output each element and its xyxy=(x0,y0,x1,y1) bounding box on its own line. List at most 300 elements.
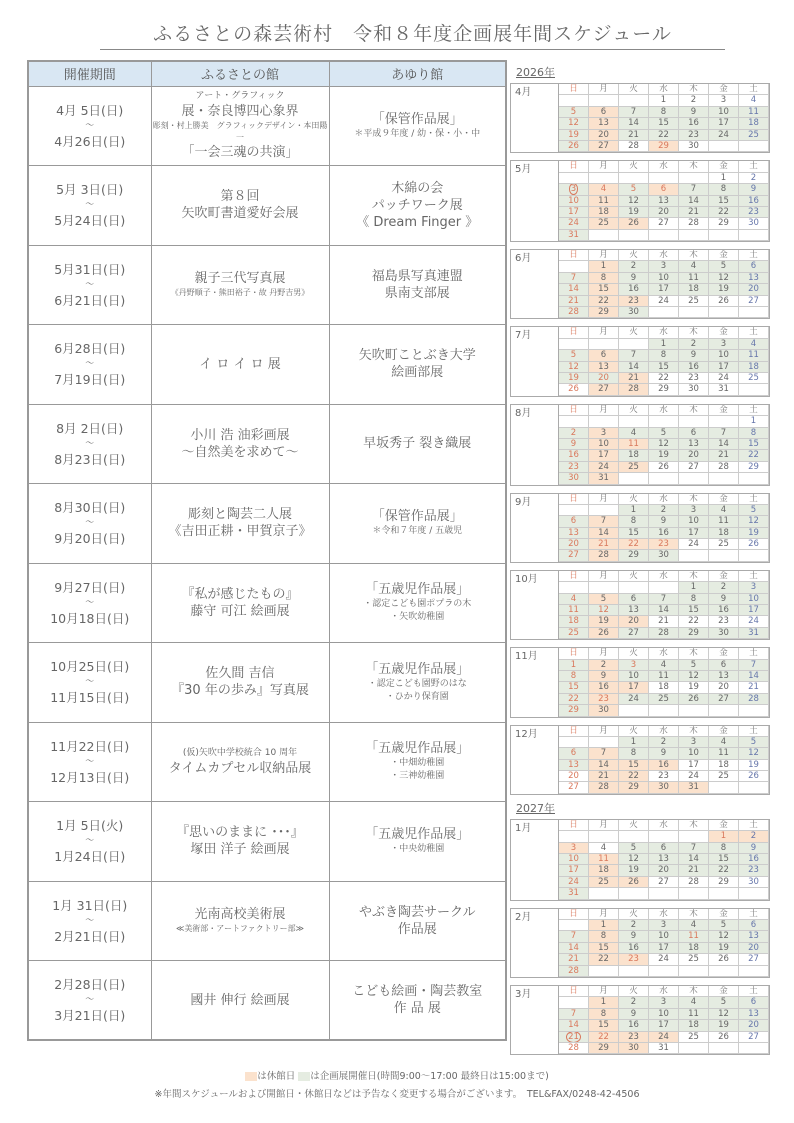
day-cell: 3 xyxy=(709,95,739,106)
range-mark: 〜 xyxy=(85,597,95,608)
day-cell: 19 xyxy=(709,1020,739,1031)
day-grid xyxy=(559,648,769,716)
exhibit-line: 「五歳児作品展」 xyxy=(365,827,470,843)
day-cell: 10 xyxy=(649,273,679,284)
day-cell: 17 xyxy=(679,528,709,539)
day-cell: 26 xyxy=(619,218,649,229)
day-grid xyxy=(559,84,769,152)
day-cell: 17 xyxy=(649,284,679,295)
weekday-header: 水 xyxy=(649,726,679,737)
day-cell: 5 xyxy=(589,594,619,605)
day-cell: 13 xyxy=(739,931,769,942)
start-date: 8月 2日(日) xyxy=(56,420,124,436)
exhibit-line: ・三神幼稚園 xyxy=(390,771,445,782)
day-cell: 28 xyxy=(559,307,589,318)
weekday-header: 金 xyxy=(709,250,739,261)
day-cell: 11 xyxy=(679,1009,709,1020)
day-cell: 14 xyxy=(559,1020,589,1031)
weekday-header: 土 xyxy=(739,648,769,659)
day-cell xyxy=(619,966,649,977)
exhibit-line: 《吉田正耕・甲賀京子》 xyxy=(168,524,312,540)
day-cell: 20 xyxy=(739,284,769,295)
day-cell xyxy=(709,416,739,427)
weekday-header: 火 xyxy=(619,494,649,505)
day-cell: 23 xyxy=(619,296,649,307)
weekday-header: 日 xyxy=(559,405,589,416)
day-cell xyxy=(649,173,679,184)
month-label: 9月 xyxy=(511,494,559,562)
day-cell: 14 xyxy=(739,671,769,682)
day-cell: 10 xyxy=(559,854,589,865)
day-cell: 31 xyxy=(739,628,769,639)
day-cell: 15 xyxy=(709,196,739,207)
day-cell: 18 xyxy=(709,528,739,539)
day-cell: 22 xyxy=(649,130,679,141)
day-cell: 25 xyxy=(709,539,739,550)
day-cell xyxy=(619,416,649,427)
table-row xyxy=(28,802,506,882)
end-date: 3月21日(日) xyxy=(54,1008,126,1023)
day-cell: 20 xyxy=(559,771,589,782)
day-cell: 26 xyxy=(739,771,769,782)
exhibit-line: ・矢吹幼稚園 xyxy=(390,612,445,623)
exhibit-line: 《丹野順子・熊田裕子・故 丹野吉男》 xyxy=(170,288,310,298)
month-calendar xyxy=(510,404,770,486)
day-cell xyxy=(589,582,619,593)
month-calendar xyxy=(510,249,770,319)
exhibit-line: 佐久間 吉信 xyxy=(205,666,275,682)
day-cell: 26 xyxy=(559,141,589,152)
day-cell xyxy=(619,230,649,241)
day-cell: 14 xyxy=(649,605,679,616)
month-calendar xyxy=(510,160,770,242)
day-cell: 18 xyxy=(679,943,709,954)
day-cell: 9 xyxy=(739,843,769,854)
end-date: 4月26日(日) xyxy=(54,133,126,149)
day-cell: 16 xyxy=(739,854,769,865)
day-cell: 25 xyxy=(679,1032,709,1043)
period-cell xyxy=(28,961,151,1041)
day-cell: 5 xyxy=(649,428,679,439)
day-cell: 29 xyxy=(619,782,649,793)
day-cell: 11 xyxy=(559,605,589,616)
day-cell: 12 xyxy=(649,439,679,450)
day-cell: 7 xyxy=(679,843,709,854)
day-cell: 11 xyxy=(649,671,679,682)
day-cell: 16 xyxy=(649,760,679,771)
weekday-header: 火 xyxy=(619,405,649,416)
day-cell: 22 xyxy=(589,296,619,307)
weekday-header: 土 xyxy=(739,84,769,95)
furusato-cell xyxy=(151,86,329,166)
day-cell: 14 xyxy=(619,362,649,373)
weekday-header: 土 xyxy=(739,327,769,338)
day-cell: 21 xyxy=(559,954,589,965)
day-cell: 4 xyxy=(559,594,589,605)
day-cell: 14 xyxy=(679,854,709,865)
ayuri-cell xyxy=(329,563,506,643)
day-cell: 21 xyxy=(619,130,649,141)
day-cell: 15 xyxy=(559,682,589,693)
ayuri-cell xyxy=(329,245,506,325)
month-calendar xyxy=(510,819,770,901)
day-cell: 22 xyxy=(559,694,589,705)
exhibit-line: 光南高校美術展 xyxy=(194,907,286,923)
range-mark: 〜 xyxy=(85,995,95,1005)
day-cell: 18 xyxy=(739,362,769,373)
day-grid xyxy=(559,986,769,1054)
day-cell: 15 xyxy=(619,760,649,771)
month-label: 11月 xyxy=(511,648,559,716)
day-cell: 14 xyxy=(589,528,619,539)
day-cell: 29 xyxy=(679,628,709,639)
day-cell xyxy=(649,473,679,484)
month-label: 12月 xyxy=(511,726,559,794)
ayuri-cell xyxy=(329,802,506,882)
end-date: 10月18日(日) xyxy=(50,610,130,626)
weekday-header: 火 xyxy=(619,820,649,831)
ayuri-cell xyxy=(329,961,506,1041)
exhibit-line: アート・グラフィック xyxy=(195,91,285,102)
day-cell: 23 xyxy=(619,1032,649,1043)
day-cell xyxy=(619,339,649,350)
weekday-header: 金 xyxy=(709,820,739,831)
weekday-header: 月 xyxy=(589,161,619,172)
day-cell: 22 xyxy=(619,771,649,782)
day-cell: 3 xyxy=(679,737,709,748)
weekday-header: 水 xyxy=(649,820,679,831)
day-cell: 24 xyxy=(709,130,739,141)
month-calendar xyxy=(510,725,770,795)
day-cell: 17 xyxy=(709,362,739,373)
exhibit-line: ・認定こども園野のはな xyxy=(367,678,467,689)
day-cell: 29 xyxy=(619,550,649,561)
day-cell xyxy=(649,888,679,899)
day-cell xyxy=(739,705,769,716)
day-cell: 23 xyxy=(559,462,589,473)
day-cell: 7 xyxy=(739,660,769,671)
day-cell: 11 xyxy=(679,273,709,284)
weekday-header: 月 xyxy=(589,726,619,737)
day-cell: 6 xyxy=(739,261,769,272)
day-cell: 4 xyxy=(649,660,679,671)
day-cell: 25 xyxy=(589,218,619,229)
end-date: 7月19日(日) xyxy=(54,372,126,388)
day-cell: 24 xyxy=(559,877,589,888)
day-cell: 20 xyxy=(589,373,619,384)
day-cell: 15 xyxy=(649,362,679,373)
day-cell: 25 xyxy=(709,771,739,782)
day-cell: 18 xyxy=(709,760,739,771)
day-cell: 8 xyxy=(679,594,709,605)
weekday-header: 木 xyxy=(679,648,709,659)
weekday-header: 火 xyxy=(619,84,649,95)
day-cell: 30 xyxy=(709,628,739,639)
day-cell: 4 xyxy=(739,339,769,350)
day-cell: 28 xyxy=(589,782,619,793)
schedule-table xyxy=(27,60,507,1041)
weekday-header: 月 xyxy=(589,648,619,659)
day-cell: 29 xyxy=(649,384,679,395)
ayuri-cell xyxy=(329,484,506,564)
weekday-header: 木 xyxy=(679,84,709,95)
day-cell: 15 xyxy=(619,528,649,539)
day-cell: 24 xyxy=(709,373,739,384)
day-cell xyxy=(589,737,619,748)
day-cell: 21 xyxy=(679,865,709,876)
day-cell xyxy=(589,95,619,106)
day-cell: 26 xyxy=(679,694,709,705)
day-cell: 26 xyxy=(589,628,619,639)
day-cell: 28 xyxy=(619,384,649,395)
day-cell: 27 xyxy=(709,694,739,705)
day-cell: 2 xyxy=(559,428,589,439)
day-cell: 27 xyxy=(679,462,709,473)
day-cell xyxy=(559,737,589,748)
range-mark: 〜 xyxy=(85,518,95,529)
day-cell: 13 xyxy=(739,1009,769,1020)
table-row xyxy=(28,404,506,484)
weekday-header: 日 xyxy=(559,648,589,659)
day-cell: 31 xyxy=(559,230,589,241)
month-calendar xyxy=(510,985,770,1055)
exhibit-line: パッチワーク展 xyxy=(371,197,463,213)
day-cell xyxy=(739,141,769,152)
year-label: 2027年 xyxy=(516,801,555,815)
day-cell xyxy=(679,230,709,241)
start-date: 9月27日(日) xyxy=(54,579,126,595)
furusato-cell xyxy=(151,245,329,325)
day-cell: 27 xyxy=(559,550,589,561)
weekday-header: 金 xyxy=(709,161,739,172)
day-cell: 26 xyxy=(559,384,589,395)
day-cell: 3 xyxy=(649,920,679,931)
day-cell: 20 xyxy=(619,616,649,627)
day-cell: 31 xyxy=(649,1043,679,1054)
weekday-header: 火 xyxy=(619,571,649,582)
range-mark: 〜 xyxy=(85,359,95,370)
period-cell xyxy=(28,722,151,802)
day-cell xyxy=(709,473,739,484)
day-cell: 7 xyxy=(709,428,739,439)
day-cell: 8 xyxy=(709,843,739,854)
day-cell xyxy=(739,888,769,899)
weekday-header: 木 xyxy=(679,161,709,172)
weekday-header: 土 xyxy=(739,571,769,582)
furusato-cell xyxy=(151,166,329,246)
day-cell: 28 xyxy=(559,1043,589,1054)
day-cell: 18 xyxy=(739,118,769,129)
day-cell: 28 xyxy=(739,694,769,705)
period-cell xyxy=(28,325,151,405)
weekday-header: 金 xyxy=(709,327,739,338)
weekday-header: 木 xyxy=(679,405,709,416)
weekday-header: 土 xyxy=(739,820,769,831)
day-cell xyxy=(739,384,769,395)
exhibit-line: 「五歳児作品展」 xyxy=(365,661,470,677)
table-row xyxy=(28,325,506,405)
day-cell: 3 xyxy=(679,505,709,516)
weekday-header: 日 xyxy=(559,909,589,920)
month-label: 5月 xyxy=(511,161,559,241)
day-cell: 13 xyxy=(709,671,739,682)
day-cell: 23 xyxy=(739,207,769,218)
weekday-header: 土 xyxy=(739,909,769,920)
day-cell: 9 xyxy=(679,350,709,361)
day-grid xyxy=(559,494,769,562)
exhibit-line: こども絵画・陶芸教室 xyxy=(352,984,483,999)
page-title: ふるさとの森芸術村 令和８年度企画展年間スケジュール xyxy=(100,22,725,50)
day-cell: 30 xyxy=(649,782,679,793)
day-cell xyxy=(589,230,619,241)
exhibit-line: 矢吹町ことぶき大学 xyxy=(358,348,476,364)
end-date: 12月13日(日) xyxy=(50,769,130,785)
weekday-header: 土 xyxy=(739,726,769,737)
exhibit-line: 「保管作品展」 xyxy=(371,111,463,127)
month-calendar xyxy=(510,647,770,717)
day-cell xyxy=(679,473,709,484)
day-cell: 20 xyxy=(739,1020,769,1031)
exhibit-line: 県南支部展 xyxy=(384,285,450,301)
day-cell: 9 xyxy=(649,516,679,527)
day-cell: 14 xyxy=(709,439,739,450)
day-cell: 11 xyxy=(619,439,649,450)
day-cell: 1 xyxy=(589,997,619,1008)
exhibit-line: ～自然美を求めて～ xyxy=(181,444,299,460)
exhibit-line: 「五歳児作品展」 xyxy=(365,582,470,598)
day-cell: 19 xyxy=(589,616,619,627)
table-row xyxy=(28,86,506,166)
month-label: 7月 xyxy=(511,327,559,395)
day-cell: 30 xyxy=(739,218,769,229)
day-cell xyxy=(649,416,679,427)
exhibit-line: 「五歳児作品展」 xyxy=(365,741,470,757)
weekday-header: 水 xyxy=(649,494,679,505)
ayuri-cell xyxy=(329,86,506,166)
month-calendar xyxy=(510,908,770,978)
day-cell: 29 xyxy=(589,1043,619,1054)
day-cell xyxy=(709,550,739,561)
day-cell xyxy=(649,582,679,593)
furusato-cell xyxy=(151,722,329,802)
day-cell xyxy=(649,230,679,241)
day-cell: 16 xyxy=(559,450,589,461)
day-cell: 12 xyxy=(589,605,619,616)
day-cell: 23 xyxy=(709,616,739,627)
furusato-cell xyxy=(151,881,329,961)
day-cell: 1 xyxy=(739,416,769,427)
weekday-header: 日 xyxy=(559,820,589,831)
exhibit-line: ・ひかり保育園 xyxy=(385,691,449,702)
day-cell: 29 xyxy=(649,141,679,152)
day-cell: 27 xyxy=(589,141,619,152)
day-cell: 15 xyxy=(709,854,739,865)
exhibit-line: 彫刻・村上勝美 グラフィックデザイン・本田陽一 xyxy=(152,121,328,143)
day-cell xyxy=(619,173,649,184)
day-cell: 21 xyxy=(589,771,619,782)
day-cell: 5 xyxy=(619,843,649,854)
day-cell: 3 xyxy=(709,339,739,350)
day-cell: 25 xyxy=(589,877,619,888)
day-cell xyxy=(679,307,709,318)
day-cell xyxy=(619,95,649,106)
day-cell: 13 xyxy=(619,605,649,616)
day-cell: 30 xyxy=(559,473,589,484)
month-label: 4月 xyxy=(511,84,559,152)
day-cell: 6 xyxy=(649,843,679,854)
day-cell: 20 xyxy=(649,207,679,218)
day-cell xyxy=(619,705,649,716)
day-cell: 9 xyxy=(619,931,649,942)
day-cell: 12 xyxy=(619,854,649,865)
weekday-header: 日 xyxy=(559,494,589,505)
weekday-header: 火 xyxy=(619,986,649,997)
range-mark: 〜 xyxy=(85,438,95,449)
month-label: 1月 xyxy=(511,820,559,900)
day-cell: 27 xyxy=(589,384,619,395)
weekday-header: 金 xyxy=(709,405,739,416)
day-cell: 10 xyxy=(709,350,739,361)
day-cell: 17 xyxy=(559,207,589,218)
table-row xyxy=(28,722,506,802)
day-cell: 1 xyxy=(559,660,589,671)
day-cell: 25 xyxy=(649,694,679,705)
day-cell: 21 xyxy=(649,616,679,627)
day-cell: 25 xyxy=(679,954,709,965)
day-cell: 1 xyxy=(589,261,619,272)
day-cell xyxy=(709,307,739,318)
day-grid xyxy=(559,327,769,395)
day-cell: 25 xyxy=(559,628,589,639)
day-cell: 2 xyxy=(619,920,649,931)
day-cell: 23 xyxy=(649,539,679,550)
weekday-header: 日 xyxy=(559,571,589,582)
weekday-header: 日 xyxy=(559,84,589,95)
weekday-header: 水 xyxy=(649,250,679,261)
day-cell: 1 xyxy=(619,737,649,748)
day-cell: 7 xyxy=(589,748,619,759)
day-cell: 19 xyxy=(739,528,769,539)
day-cell: 16 xyxy=(619,943,649,954)
day-cell: 27 xyxy=(739,954,769,965)
day-cell: 12 xyxy=(739,748,769,759)
legend xyxy=(0,1071,794,1083)
day-cell: 5 xyxy=(709,261,739,272)
day-cell: 16 xyxy=(589,682,619,693)
day-cell: 14 xyxy=(619,118,649,129)
weekday-header: 月 xyxy=(589,820,619,831)
end-date: 2月21日(日) xyxy=(54,928,126,944)
day-cell: 13 xyxy=(649,854,679,865)
day-cell: 30 xyxy=(589,705,619,716)
day-cell: 31 xyxy=(559,888,589,899)
day-cell: 28 xyxy=(589,550,619,561)
day-cell xyxy=(559,582,589,593)
exhibit-line: 第８回 xyxy=(220,189,260,205)
range-mark: 〜 xyxy=(85,200,95,211)
day-cell xyxy=(619,831,649,842)
day-cell: 12 xyxy=(559,118,589,129)
month-calendar xyxy=(510,326,770,396)
weekday-header: 金 xyxy=(709,648,739,659)
day-cell: 25 xyxy=(679,296,709,307)
day-cell xyxy=(589,966,619,977)
day-cell: 10 xyxy=(679,748,709,759)
day-cell: 5 xyxy=(679,660,709,671)
day-cell: 8 xyxy=(619,516,649,527)
day-cell: 8 xyxy=(649,350,679,361)
day-cell: 9 xyxy=(709,594,739,605)
